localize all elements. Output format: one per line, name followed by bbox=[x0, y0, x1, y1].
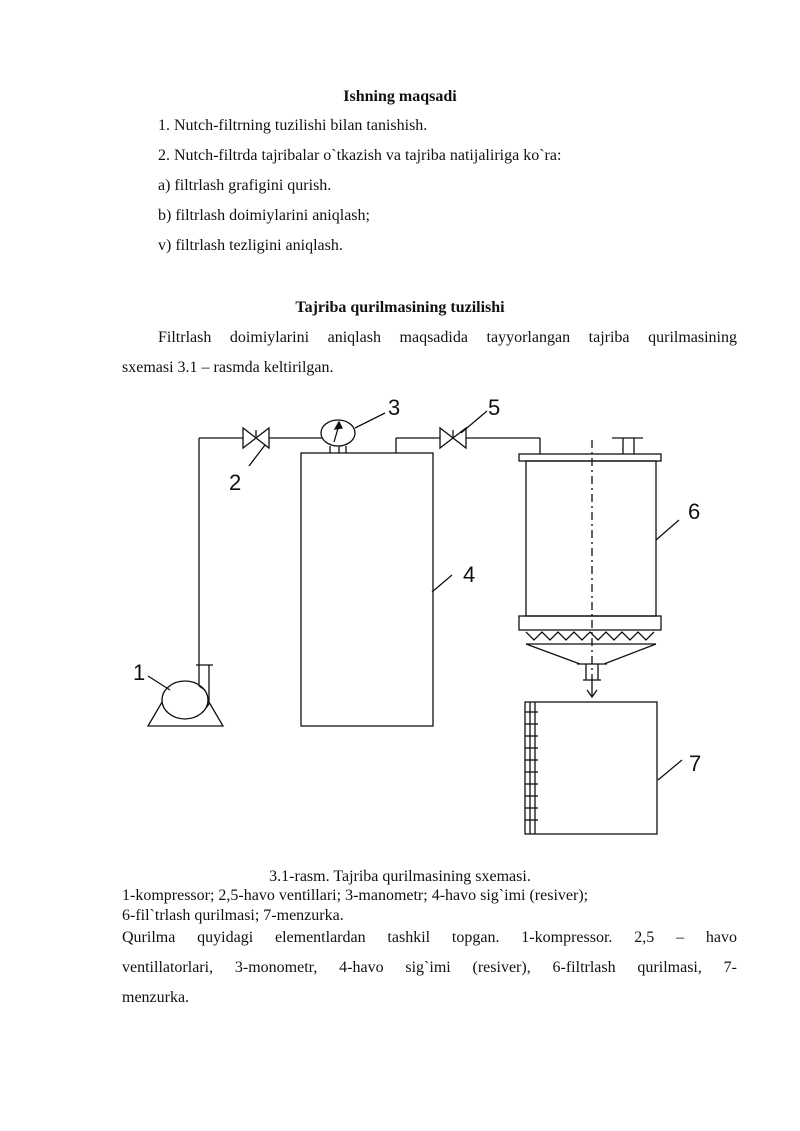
setup-paragraph-line-2: sxemasi 3.1 – rasmda keltirilgan. bbox=[122, 359, 334, 376]
description-line-3: menzurka. bbox=[122, 989, 190, 1006]
figure-label-3: 3 bbox=[388, 395, 401, 420]
manometer-3-symbol bbox=[321, 420, 355, 453]
figure-legend-line-2: 6-fil`trlash qurilmasi; 7-menzurka. bbox=[122, 907, 344, 924]
description-line-2: ventillatorlari, 3-monometr, 4-havo sig`imi (resiver), 6-filtrlash qurilmasi, 7- bbox=[122, 959, 737, 976]
figure-caption: 3.1-rasm. Tajriba qurilmasining sxemasi. bbox=[269, 868, 531, 885]
goal-item-a: a) filtrlash grafigini qurish. bbox=[158, 177, 332, 194]
valve-5-symbol bbox=[440, 428, 466, 448]
goal-item-v: v) filtrlash tezligini aniqlash. bbox=[158, 237, 343, 254]
figure-legend-line-1: 1-kompressor; 2,5-havo ventillari; 3-manometr; 4-havo sig`imi (resiver); bbox=[122, 887, 589, 904]
measuring-cylinder-7 bbox=[525, 702, 657, 834]
receiver-tank-4 bbox=[301, 453, 433, 726]
setup-paragraph-line-1: Filtrlash doimiylarini aniqlash maqsadida tayyorlangan tajriba qurilmasining bbox=[158, 329, 737, 346]
goal-item-1: 1. Nutch-filtrning tuzilishi bilan tanishish. bbox=[158, 117, 428, 134]
figure-label-2: 2 bbox=[229, 470, 242, 495]
compressor-symbol bbox=[148, 665, 223, 726]
goal-item-b: b) filtrlash doimiylarini aniqlash; bbox=[158, 207, 370, 224]
pipe-tank-to-filter bbox=[396, 438, 540, 454]
nutch-filter-6 bbox=[519, 438, 661, 697]
figure-label-4: 4 bbox=[463, 562, 476, 587]
figure-label-5: 5 bbox=[488, 395, 501, 420]
valve-2-symbol bbox=[243, 428, 269, 448]
figure-label-1: 1 bbox=[133, 660, 146, 685]
pipe-compressor-to-tank bbox=[199, 438, 339, 665]
goal-item-2: 2. Nutch-filtrda tajribalar o`tkazish va tajriba natijaliriga ko`ra: bbox=[158, 147, 562, 164]
description-line-1: Qurilma quyidagi elementlardan tashkil topgan. 1-kompressor. 2,5 – havo bbox=[122, 929, 737, 946]
goal-heading: Ishning maqsadi bbox=[343, 88, 457, 105]
figure-label-7: 7 bbox=[689, 751, 702, 776]
leader-lines bbox=[148, 411, 682, 780]
setup-heading: Tajriba qurilmasining tuzilishi bbox=[295, 299, 505, 316]
figure-label-6: 6 bbox=[688, 499, 701, 524]
